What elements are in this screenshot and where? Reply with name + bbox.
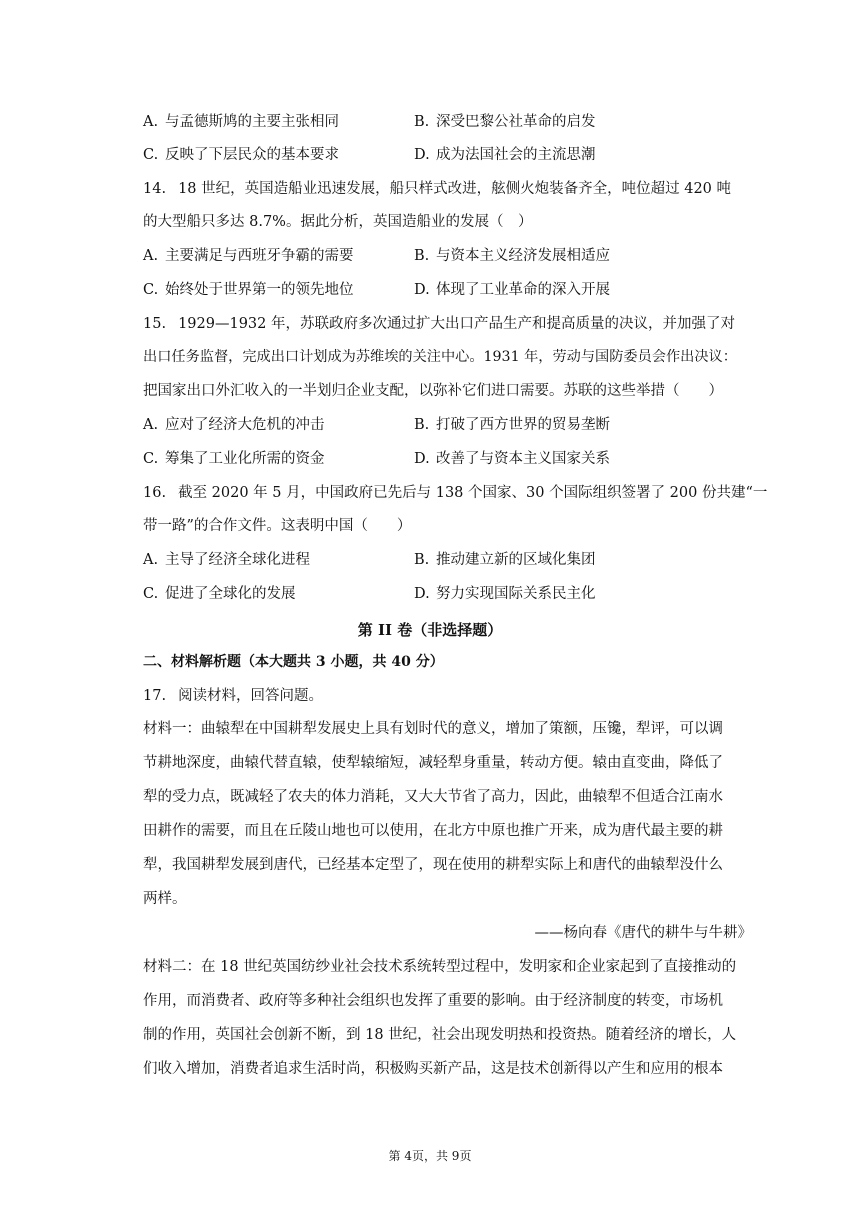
q14-stem-line-2: 的大型船只多达 8.7%。据此分析，英国造船业的发展（ ） <box>143 214 533 230</box>
option-text: 主导了经济全球化进程 <box>165 552 310 568</box>
q14-option-d <box>414 280 610 300</box>
option-text: 应对了经济大危机的冲击 <box>165 417 325 433</box>
option-text: 始终处于世界第一的领先地位 <box>165 282 354 298</box>
material2-line: 材料二：在 18 世纪英国纺纱业社会技术系统转型过程中，发明家和企业家起到了直接推动的 <box>143 959 737 975</box>
material2-line: 们收入增加，消费者追求生活时尚，积极购买新产品，这是技术创新得以产生和应用的根本 <box>143 1061 723 1077</box>
material1-line: 犁的受力点，既减轻了农夫的体力消耗，又大大节省了高力，因此，曲辕犁不但适合江南水 <box>143 789 723 805</box>
q15-stem-line-2: 出口任务监督，完成出口计划成为苏维埃的关注中心。1931 年，劳动与国防委员会作出决议： <box>143 349 737 365</box>
option-letter: A. <box>143 417 159 433</box>
q15-option-d <box>414 449 610 469</box>
q15-stem-line-3: 把国家出口外汇收入的一半划归企业支配，以弥补它们进口需要。苏联的这些举措（ ） <box>143 383 723 399</box>
question-number: 17. <box>143 688 167 704</box>
q15-stem-line-1 <box>143 314 753 334</box>
material1-line: 犁，我国耕犁发展到唐代，已经基本定型了，现在使用的耕犁实际上和唐代的曲辕犁没什么 <box>143 857 723 873</box>
option-letter: A. <box>143 114 159 130</box>
option-letter: A. <box>143 248 159 264</box>
option-text: 推动建立新的区域化集团 <box>436 552 596 568</box>
option-letter: C. <box>143 282 159 298</box>
material2-line: 作用，而消费者、政府等多种社会组织也发挥了重要的影响。由于经济制度的转变，市场机 <box>143 993 723 1009</box>
option-text: 体现了工业革命的深入开展 <box>436 282 610 298</box>
stem-text: 截至 2020 年 5 月，中国政府已先后与 138 个国家、30 个国际组织签署了 200 份共建“一 <box>178 485 768 501</box>
option-text: 主要满足与西班牙争霸的需要 <box>165 248 354 264</box>
q16-option-d <box>414 584 596 604</box>
material2-line: 制的作用，英国社会创新不断，到 18 世纪，社会出现发明热和投资热。随着经济的增长，人 <box>143 1027 737 1043</box>
stem-text: 阅读材料，回答问题。 <box>178 688 324 704</box>
option-text: 反映了下层民众的基本要求 <box>165 147 339 163</box>
q14-option-c <box>143 280 354 300</box>
q14-option-b <box>414 246 610 266</box>
option-letter: A. <box>143 552 159 568</box>
page-footer: 第 4页，共 9页 <box>388 1149 472 1163</box>
stem-text: 1929—1932 年，苏联政府多次通过扩大出口产品生产和提高质量的决议，并加强了对 <box>178 316 735 332</box>
q16-option-c <box>143 584 296 604</box>
option-text: 打破了西方世界的贸易垄断 <box>436 417 610 433</box>
option-letter: D. <box>414 586 430 602</box>
material1-line: 节耕地深度，曲辕代替直辕，使犁辕缩短，减轻犁身重量，转动方便。辕由直变曲，降低了 <box>143 755 723 771</box>
q16-option-b <box>414 550 596 570</box>
option-text: 深受巴黎公社革命的启发 <box>436 114 596 130</box>
option-text: 与资本主义经济发展相适应 <box>436 248 610 264</box>
q17-prompt <box>143 686 753 706</box>
q13-option-c <box>143 145 339 165</box>
q16-option-a <box>143 550 310 570</box>
material1-source: ——杨向春《唐代的耕牛与牛耕》 <box>534 925 752 941</box>
option-letter: D. <box>414 147 430 163</box>
q16-stem-line-1 <box>143 483 768 503</box>
option-text: 改善了与资本主义国家关系 <box>436 451 610 467</box>
q15-option-c <box>143 449 325 469</box>
q15-option-a <box>143 415 325 435</box>
q16-stem-line-2: 带一路”的合作文件。这表明中国（ ） <box>143 518 412 534</box>
option-letter: B. <box>414 417 430 433</box>
option-letter: B. <box>414 552 430 568</box>
question-number: 16. <box>143 485 167 501</box>
question-number: 14. <box>143 181 167 197</box>
q13-option-b <box>414 112 596 132</box>
option-letter: B. <box>414 248 430 264</box>
stem-text: 18 世纪，英国造船业迅速发展，船只样式改进，舷侧火炮装备齐全，吨位超过 420 吨 <box>178 181 732 197</box>
option-letter: D. <box>414 451 430 467</box>
part2-title: 第 II 卷（非选择题） <box>357 621 503 639</box>
option-text: 筹集了工业化所需的资金 <box>165 451 325 467</box>
q13-option-d <box>414 145 596 165</box>
option-letter: C. <box>143 586 159 602</box>
q13-option-a <box>143 112 339 132</box>
section2-heading: 二、材料解析题（本大题共 3 小题，共 40 分） <box>143 654 444 670</box>
option-letter: B. <box>414 114 430 130</box>
option-letter: C. <box>143 147 159 163</box>
material1-line: 两样。 <box>143 891 187 907</box>
option-text: 成为法国社会的主流思潮 <box>436 147 596 163</box>
material1-line: 材料一：曲辕犁在中国耕犁发展史上具有划时代的意义，增加了策额，压镵，犁评，可以调 <box>143 721 723 737</box>
option-text: 努力实现国际关系民主化 <box>436 586 596 602</box>
material1-line: 田耕作的需要，而且在丘陵山地也可以使用，在北方中原也推广开来，成为唐代最主要的耕 <box>143 823 723 839</box>
option-letter: C. <box>143 451 159 467</box>
question-number: 15. <box>143 316 167 332</box>
q14-option-a <box>143 246 354 266</box>
q15-option-b <box>414 415 610 435</box>
q14-stem-line-1 <box>143 179 753 199</box>
option-letter: D. <box>414 282 430 298</box>
option-text: 促进了全球化的发展 <box>165 586 296 602</box>
option-text: 与孟德斯鸠的主要主张相同 <box>165 114 339 130</box>
